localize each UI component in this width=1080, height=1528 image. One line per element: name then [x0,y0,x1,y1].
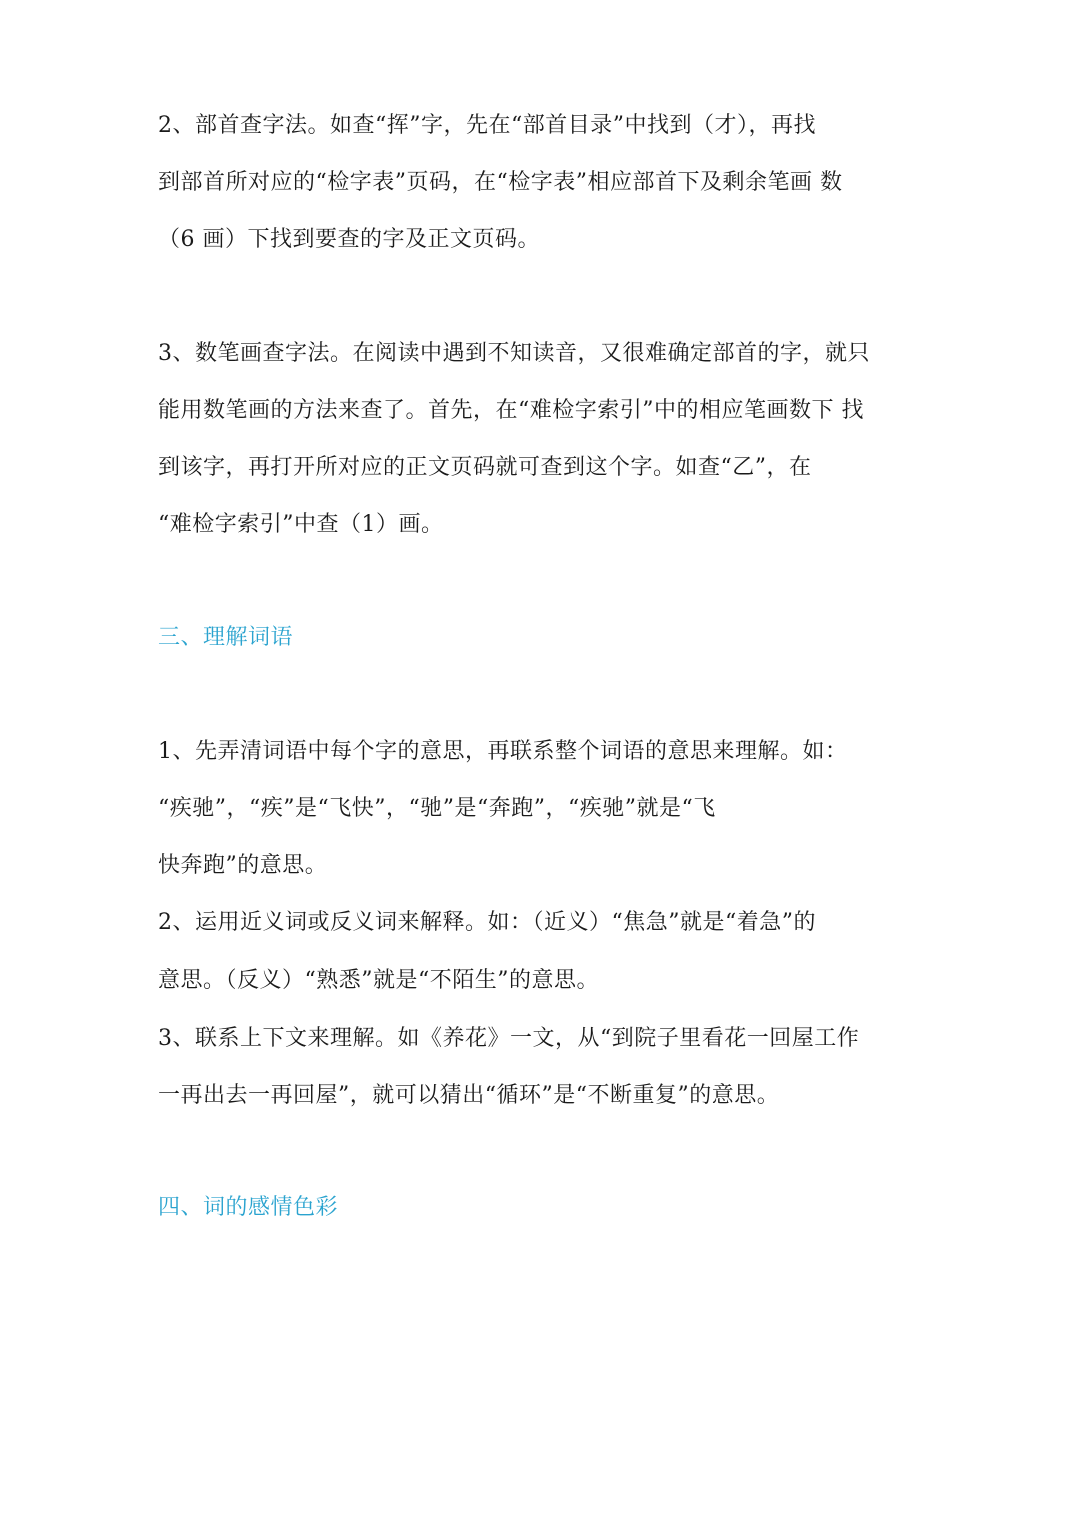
text-line: 2、部首查字法。如查“挥”字，先在“部首目录”中找到（才），再找 [158,113,816,138]
text-line: “难检字索引”中查（1）画。 [158,512,444,537]
text-line: 3、联系上下文来理解。如《养花》一文，从“到院子里看花一回屋工作 [158,1026,860,1051]
text-line: 快奔跑”的意思。 [158,853,328,878]
text-line: 1、先弄清词语中每个字的意思，再联系整个词语的意思来理解。如： [158,739,848,764]
text-line: 意思。（反义）“熟悉”就是“不陌生”的意思。 [158,968,599,993]
text-line: （6 画）下找到要查的字及正文页码。 [158,227,540,252]
section-heading-word-emotion: 四、词的感情色彩 [158,1195,339,1220]
text-line: 能用数笔画的方法来查了。首先，在“难检字索引”中的相应笔画数下 找 [158,398,864,423]
text-line: “疾驰”，“疾”是“飞快”，“驰”是“奔跑”，“疾驰”就是“飞 [158,796,716,821]
text-line: 3、数笔画查字法。在阅读中遇到不知读音，又很难确定部首的字，就只 [158,341,870,366]
section-heading-understand-words: 三、理解词语 [158,625,294,650]
text-line: 到该字，再打开所对应的正文页码就可查到这个字。如查“乙”，在 [158,455,812,480]
text-line: 2、运用近义词或反义词来解释。如：（近义）“焦急”就是“着急”的 [158,910,816,935]
text-line: 一再出去一再回屋”，就可以猜出“循环”是“不断重复”的意思。 [158,1083,780,1108]
text-line: 到部首所对应的“检字表”页码，在“检字表”相应部首下及剩余笔画 数 [158,170,843,195]
